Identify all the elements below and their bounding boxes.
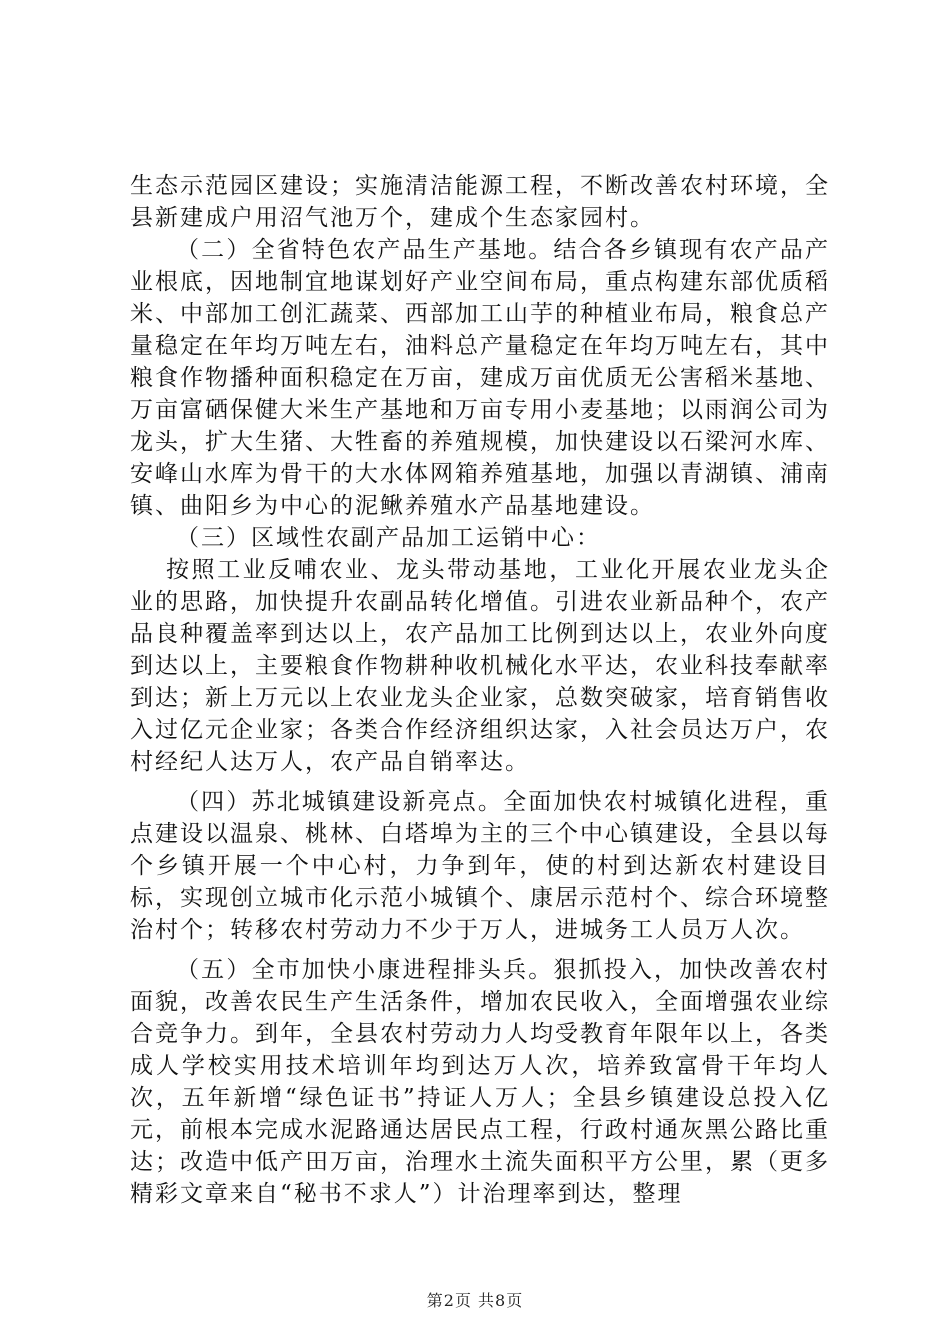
paragraph-eco-park: 生态示范园区建设；实施清洁能源工程，不断改善农村环境，全县新建成户用沼气池万个，建成个生态家园村。 <box>130 173 830 231</box>
page-footer: 第2页 共8页 <box>426 1291 524 1310</box>
document-body <box>130 170 830 1210</box>
paragraph-section-5: （五）全市加快小康进程排头兵。狠抓投入，加快改善农村面貌，改善农民生产生活条件，增加农民收入，全面增强农业综合竞争力。到年，全县农村劳动力人均受教育年限年以上，各类成人学校实用技术培训年均到达万人次，培养致富骨干年均人次，五年新增“绿色证书”持证人万人；全县乡镇建设总投入亿元，前根本完成水泥路通达居民点工程，行政村通灰黑公路比重达；改造中低产田万亩，治理水土流失面积平方公里，累（更多精彩文章来自“秘书不求人”）计治理率到达，整理 <box>130 957 830 1207</box>
paragraph-section-2: （二）全省特色农产品生产基地。结合各乡镇现有农产品产业根底，因地制宜地谋划好产业空间布局，重点构建东部优质稻米、中部加工创汇蔬菜、西部加工山芋的种植业布局，粮食总产量稳定在年均万吨左右，油料总产量稳定在年均万吨左右，其中粮食作物播种面积稳定在万亩，建成万亩优质无公害稻米基地、万亩富硒保健大米生产基地和万亩专用小麦基地；以雨润公司为龙头，扩大生猪、大牲畜的养殖规模，加快建设以石梁河水库、安峰山水库为骨干的大水体网箱养殖基地，加强以青湖镇、浦南镇、曲阳乡为中心的泥鳅养殖水产品基地建设。 <box>130 237 830 519</box>
paragraph-section-3-heading: （三）区域性农副产品加工运销中心： <box>176 525 601 551</box>
paragraph-section-4: （四）苏北城镇建设新亮点。全面加快农村城镇化进程，重点建设以温泉、桃林、白塔埠为主的三个中心镇建设，全县以每个乡镇开展一个中心村，力争到年，使的村到达新农村建设目标，实现创立城市化示范小城镇个、康居示范村个、综合环境整治村个；转移农村劳动力不少于万人，进城务工人员万人次。 <box>130 789 830 943</box>
paragraph-section-3-body: 按照工业反哺农业、龙头带动基地，工业化开展农业龙头企业的思路，加快提升农副品转化增值。引进农业新品种个，农产品良种覆盖率到达以上，农产品加工比例到达以上，农业外向度到达以上，主要粮食作物耕种收机械化水平达，农业科技奉献率到达；新上万元以上农业龙头企业家，总数突破家，培育销售收入过亿元企业家；各类合作经济组织达家，入社会员达万户，农村经纪人达万人，农产品自销率达。 <box>130 557 830 775</box>
